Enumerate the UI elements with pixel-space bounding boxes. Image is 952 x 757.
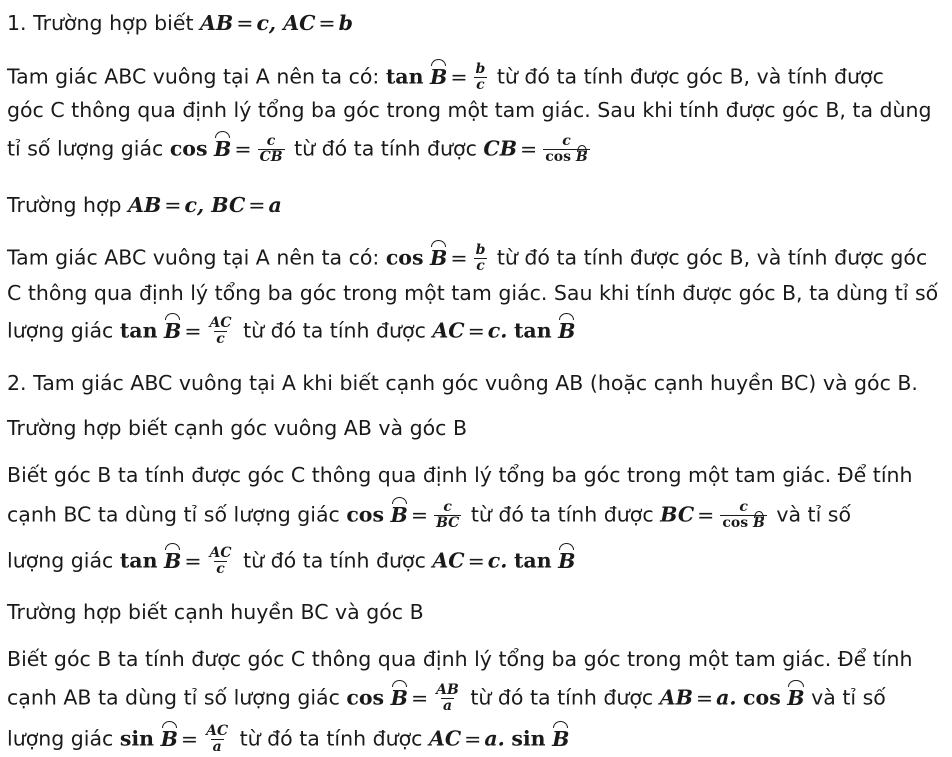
math-fn: cos: [743, 685, 781, 710]
math-fn: cos: [545, 149, 571, 165]
denominator: a: [212, 739, 222, 755]
angle-hat: B: [390, 685, 408, 710]
math-fn: tan: [513, 318, 552, 343]
math: CB: [483, 136, 518, 161]
math: a.: [484, 726, 505, 751]
fraction: [474, 243, 488, 274]
fraction: [434, 683, 461, 714]
denominator: c: [476, 77, 485, 93]
math: c, BC: [184, 193, 246, 217]
denominator: [543, 149, 589, 165]
text: Tam giác ABC vuông tại A nên ta có:: [7, 64, 386, 89]
denominator: a: [442, 698, 453, 714]
numerator: AC: [206, 723, 229, 739]
paragraph-line: Biết góc B ta tính được góc C thông qua định lý tổng ba góc trong một tam giác. Để tính: [7, 647, 913, 671]
case-heading: Trường hợp biết cạnh góc vuông AB và góc B: [7, 416, 468, 440]
text: từ đó ta tính được: [463, 685, 660, 710]
math-fn: tan: [385, 64, 424, 89]
paragraph-line: lượng giác tan B = $\frac{AC}{c}$ từ đó ta tính được AC = c. tan B: [7, 315, 576, 347]
math: a.: [716, 685, 737, 710]
math: AC: [432, 318, 465, 343]
denominator: c: [476, 258, 485, 274]
text: Tam giác ABC vuông tại A nên ta có:: [7, 245, 386, 270]
denominator: c: [216, 561, 225, 577]
angle-hat: B: [430, 64, 448, 89]
angle-hat: B: [390, 502, 408, 527]
text: và tỉ số: [804, 685, 886, 710]
fraction: [474, 62, 488, 93]
math-fn: sin: [511, 726, 546, 751]
denominator: BC: [436, 515, 460, 531]
paragraph-line: Tam giác ABC vuông tại A nên ta có: cos B = $\frac{b}{c}$ từ đó ta tính được góc B, và tính được góc: [7, 242, 928, 274]
numerator: AB: [436, 682, 459, 698]
math-fn: cos: [722, 515, 749, 531]
text: lượng giác: [7, 726, 120, 751]
numerator: c: [739, 499, 748, 515]
angle-hat: B: [164, 318, 182, 343]
angle-hat: B: [160, 726, 178, 751]
math: b: [338, 11, 353, 35]
case-1-heading: 1. Trường hợp biết AB = c, AC = b: [7, 11, 353, 35]
paragraph-line: cạnh AB ta dùng tỉ số lượng giác cos B = $\frac{AB}{a}$ từ đó ta tính được AB = a. cos B và tỉ số: [7, 682, 886, 714]
fraction: [720, 500, 766, 531]
section-2-heading: 2. Tam giác ABC vuông tại A khi biết cạnh góc vuông AB (hoặc cạnh huyền BC) và góc B.: [7, 371, 918, 395]
text: lượng giác: [7, 318, 120, 343]
math-fn: tan: [119, 548, 158, 573]
paragraph-line: Biết góc B ta tính được góc C thông qua định lý tổng ba góc trong một tam giác. Để tính: [7, 463, 913, 487]
denominator: CB: [259, 149, 283, 165]
fraction: [204, 724, 230, 755]
math-fn: cos: [346, 502, 385, 527]
numerator: c: [562, 133, 571, 149]
denominator: [720, 515, 766, 531]
text: từ đó ta tính được: [236, 548, 433, 573]
paragraph-line: lượng giác sin B = $\frac{AC}{a}$ từ đó ta tính được AC = a. sin B: [7, 723, 570, 755]
angle-hat: B: [575, 149, 588, 165]
text: Trường hợp: [7, 193, 129, 217]
text: 1. Trường hợp biết: [7, 11, 201, 35]
text: từ đó ta tính được góc B, và tính được góc: [490, 245, 928, 270]
math: c, AC: [256, 11, 316, 35]
math: AC: [428, 726, 462, 751]
angle-hat: B: [752, 515, 765, 531]
math-fn: tan: [513, 548, 552, 573]
fraction: [543, 134, 589, 165]
angle-hat: B: [164, 548, 182, 573]
angle-hat: B: [558, 548, 576, 573]
math: BC: [660, 502, 695, 527]
math: AB: [128, 193, 162, 217]
numerator: AC: [209, 545, 232, 561]
math: c.: [487, 318, 508, 343]
paragraph-line: Tam giác ABC vuông tại A nên ta có: tan B = $\frac{b}{c}$ từ đó ta tính được góc B, và tính được: [7, 61, 884, 93]
numerator: AC: [209, 315, 232, 331]
text: từ đó ta tính được góc B, và tính được: [490, 64, 884, 89]
angle-hat: B: [430, 245, 448, 270]
math: AB: [200, 11, 234, 35]
case-heading: Trường hợp biết cạnh huyền BC và góc B: [7, 600, 424, 624]
angle-hat: B: [214, 136, 232, 161]
angle-hat: B: [552, 726, 570, 751]
numerator: c: [443, 499, 452, 515]
case-heading: Trường hợp AB = c, BC = a: [7, 193, 282, 217]
fraction: [258, 134, 285, 165]
math-fn: sin: [119, 726, 155, 751]
text: từ đó ta tính được: [287, 136, 484, 161]
denominator: c: [216, 331, 225, 347]
text: cạnh BC ta dùng tỉ số lượng giác: [7, 502, 347, 527]
paragraph-line: góc C thông qua định lý tổng ba góc trong một tam giác. Sau khi tính được góc B, ta dùng: [7, 98, 932, 122]
paragraph-line: C thông qua định lý tổng ba góc trong một tam giác. Sau khi tính được góc B, ta dùng tỉ số: [7, 281, 939, 305]
math-fn: tan: [119, 318, 158, 343]
math: a: [268, 193, 282, 217]
text: từ đó ta tính được: [236, 318, 433, 343]
angle-hat: B: [787, 685, 805, 710]
text: cạnh AB ta dùng tỉ số lượng giác: [7, 685, 347, 710]
paragraph-line: lượng giác tan B = $\frac{AC}{c}$ từ đó ta tính được AC = c. tan B: [7, 545, 576, 577]
fraction: [208, 546, 234, 577]
text: từ đó ta tính được: [233, 726, 429, 751]
text: tỉ số lượng giác: [7, 136, 170, 161]
math: AB: [659, 685, 693, 710]
fraction: [208, 316, 234, 347]
math-fn: cos: [385, 245, 424, 270]
text: và tỉ số: [769, 502, 852, 527]
math-fn: cos: [169, 136, 208, 161]
text: từ đó ta tính được: [464, 502, 661, 527]
paragraph-line: cạnh BC ta dùng tỉ số lượng giác cos B = $\frac{c}{BC}$ từ đó ta tính được BC = $\frac{c}{\text{cos B}}$ và tỉ số: [7, 499, 852, 531]
angle-hat: B: [558, 318, 576, 343]
math: c.: [487, 548, 508, 573]
fraction: [434, 500, 461, 531]
math-fn: cos: [346, 685, 385, 710]
numerator: b: [475, 242, 486, 258]
numerator: c: [266, 133, 276, 149]
text: lượng giác: [7, 548, 120, 573]
numerator: b: [475, 61, 486, 77]
math: AC: [432, 548, 465, 573]
paragraph-line: tỉ số lượng giác cos B = $\frac{c}{CB}$ từ đó ta tính được CB = $\frac{c}{\text{cos B}}$: [7, 133, 588, 165]
